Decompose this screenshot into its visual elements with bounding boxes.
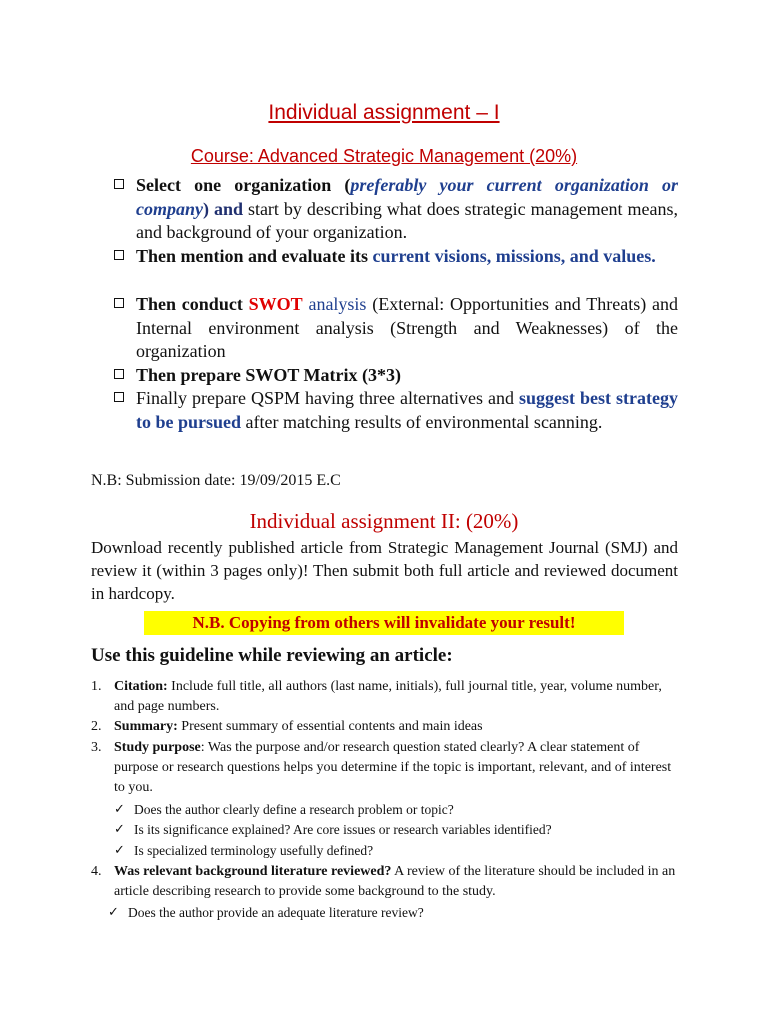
checkbox-bullet-icon	[114, 392, 124, 402]
guideline-heading: Use this guideline while reviewing an article:	[91, 645, 453, 666]
item-label: Summary:	[114, 719, 178, 734]
item-label: Study purpose	[114, 740, 201, 755]
bullet-text: start by describing what does strategic management means, and background of your organization.	[136, 198, 679, 242]
bullet-emphasis: suggest best strategy to be pursued	[136, 388, 678, 432]
checkbox-bullet-icon	[114, 298, 124, 308]
bullet-text: Select one organization (	[136, 175, 351, 195]
submission-note: N.B: Submission date: 19/09/2015 E.C	[91, 472, 341, 489]
check-text: Is its significance explained? Are core issues or research variables identified?	[134, 822, 552, 837]
task-bullet-4	[114, 364, 678, 388]
page-title: Individual assignment – I	[268, 101, 500, 124]
checkbox-bullet-icon	[114, 250, 124, 260]
item-text: A review of the literature should be included in an article describing research to provide some background to the study.	[114, 864, 676, 899]
item-number: 1.	[91, 679, 102, 694]
check-item	[114, 841, 674, 861]
assignment2-body: Download recently published article from Strategic Management Journal (SMJ) and review it (within 3 pages only)! Then submit both full article and reviewed document in hardcopy.	[91, 538, 678, 603]
bullet-text: Then prepare SWOT Matrix (3*3)	[136, 365, 401, 385]
course-heading	[0, 146, 768, 167]
check-item	[114, 800, 674, 820]
guideline-item-4	[91, 862, 678, 902]
checkmark-icon: ✓	[114, 822, 125, 837]
bullet-text: ) and	[203, 198, 243, 219]
checkbox-bullet-icon	[114, 179, 124, 189]
item-number: 2.	[91, 719, 102, 734]
item-number: 4.	[91, 864, 102, 879]
check-text: Does the author provide an adequate literature review?	[128, 905, 424, 920]
bullet-text: after matching results of environmental scanning.	[241, 411, 603, 432]
bullet-text: Then mention and evaluate its	[136, 246, 373, 266]
checkmark-icon: ✓	[108, 905, 119, 920]
item-number: 3.	[91, 740, 102, 755]
item-text: : Was the purpose and/or research question stated clearly? A clear statement of purpose or research questions helps you determine if the topic is important, relevant, and of interest to you.	[114, 740, 672, 795]
check-text: Is specialized terminology usefully defined?	[134, 843, 374, 858]
checkmark-icon: ✓	[114, 802, 125, 817]
checkbox-bullet-icon	[114, 369, 124, 379]
checkmark-icon: ✓	[114, 843, 125, 858]
check-item	[108, 903, 668, 923]
task-bullet-2	[114, 245, 678, 269]
guideline-item-2	[91, 717, 678, 737]
task-bullet-3	[114, 293, 678, 364]
check-item	[114, 820, 674, 840]
bullet-emphasis: preferably your current organization or company	[136, 175, 679, 219]
item-label: Citation:	[114, 679, 168, 694]
bullet-text: Finally prepare QSPM having three alternatives and	[136, 388, 519, 408]
item-text: Include full title, all authors (last name, initials), full journal title, year, volume number, and page numbers.	[114, 679, 662, 714]
bullet-emphasis: current visions, missions, and values.	[372, 246, 656, 266]
check-text: Does the author clearly define a research problem or topic?	[134, 802, 454, 817]
bullet-text: (External: Opportunities and Threats) and Internal environment analysis (Strength and Weaknesses) of the organization	[136, 294, 679, 361]
task-bullet-5	[114, 387, 678, 434]
warning-banner: N.B. Copying from others will invalidate your result!	[144, 611, 624, 635]
assignment2-title: Individual assignment II: (20%)	[249, 509, 519, 533]
analysis-label: analysis	[302, 294, 367, 314]
swot-label: SWOT	[248, 294, 303, 314]
guideline-item-3	[91, 738, 678, 798]
item-text: Present summary of essential contents and main ideas	[177, 719, 483, 734]
bullet-text: Then conduct	[136, 294, 249, 314]
guideline-item-1	[91, 677, 678, 717]
item-label: Was relevant background literature reviewed?	[114, 864, 392, 879]
course-label: Course: Advanced Strategic Management (20%)	[190, 146, 578, 166]
task-bullet-1	[114, 174, 678, 245]
